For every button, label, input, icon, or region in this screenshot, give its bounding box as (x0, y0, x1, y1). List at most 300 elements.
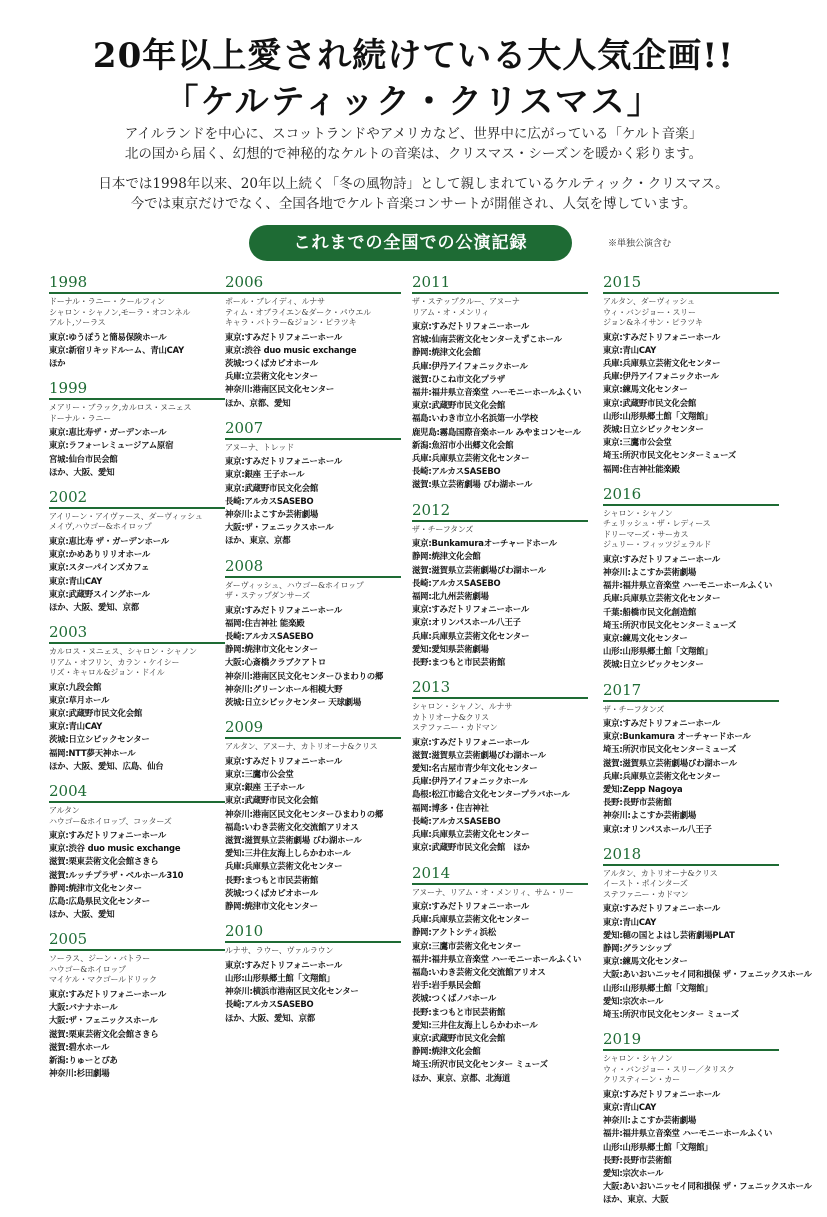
venue-line: 福島:いわき市立小名浜第一小学校 (412, 413, 538, 424)
venue-line: 東京:すみだトリフォニーホール (225, 604, 343, 615)
venue-line: 大阪:バナナホール (49, 1002, 118, 1013)
records-column-4 (603, 273, 812, 1217)
artist-line: カルロス・ヌニェス、シャロン・シャノン (49, 647, 197, 657)
venue-line: 兵庫:兵庫県立芸術文化センター (412, 453, 530, 464)
artist-line: ハウゴー&ホイロップ、コッターズ (49, 816, 172, 826)
venue-line: 山形:山形県郷土館「文翔館」 (603, 1141, 713, 1152)
year-heading: 2002 (49, 487, 88, 506)
venue-line: 東京:新宿リキッドルーム、青山CAY (49, 344, 184, 355)
venue-line: 長崎:アルカスSASEBO (412, 815, 501, 826)
venue-line: 東京:恵比寿ザ・ガーデンホール (49, 427, 167, 438)
venue-line: 東京:すみだトリフォニーホール (412, 321, 530, 331)
year-divider (225, 941, 401, 943)
venue-line: 東京:すみだトリフォニーホール (603, 1088, 721, 1099)
venue-line: 長野:長野市芸術館 (603, 797, 672, 808)
intro-line: 今では東京だけでなく、全国各地でケルト音楽コンサートが開催され、人気を博しています。 (130, 196, 697, 212)
artist-line: アルタン、アヌーナ、カトリオーナ&クリス (225, 742, 378, 752)
venue-line: 長野:まつもと市民芸術館 (412, 1006, 506, 1017)
artist-list (225, 581, 403, 602)
venue-line: 福岡:NTT夢天神ホール (49, 747, 136, 758)
venue-line: 長崎:アルカスSASEBO (412, 466, 501, 477)
venue-line: 東京:青山CAY (603, 344, 657, 355)
venue-line: 兵庫:兵庫県立芸術文化センター (225, 861, 343, 872)
artist-list (603, 1054, 781, 1086)
artist-list (412, 525, 590, 536)
venue-line: 大阪:心斎橋クラブクアトロ (225, 657, 326, 668)
artist-line: クリスティーン・カー (603, 1075, 680, 1085)
year-block (603, 1030, 812, 1206)
venue-line: 東京:すみだトリフォニーホール (412, 604, 530, 615)
artist-list (225, 742, 403, 753)
year-heading: 2015 (603, 273, 642, 291)
year-block (49, 274, 227, 370)
venue-line: 神奈川:横浜市港南区民文化センター (225, 986, 359, 997)
venue-line: 滋賀:滋賀県立芸術劇場びわ湖ホール (603, 757, 737, 768)
artist-line: メアリー・ブラック,カルロス・ヌニェス (49, 403, 192, 413)
artist-line: ウィ・バンジョー・スリー (603, 307, 696, 317)
venue-line: 東京:オリンパスホール八王子 (412, 617, 521, 628)
venue-line: 東京:練馬文化センター (603, 956, 688, 967)
artist-list (603, 705, 781, 716)
venue-line: 島根:松江市総合文化センタープラバホール (412, 789, 570, 800)
venue-line: 東京:すみだトリフォニーホール (225, 331, 343, 342)
artist-line: アヌーナ、トレッド (225, 442, 294, 452)
venue-line: 滋賀:県立芸術劇場 びわ湖ホール (412, 479, 533, 490)
venue-line: 東京:かめありリリオホール (49, 549, 150, 560)
year-heading: 2014 (412, 863, 451, 882)
venue-line: 長崎:アルカスSASEBO (412, 577, 501, 588)
artist-line: ティム・オブライエン&ダーク・パウエル (225, 307, 371, 317)
year-block (49, 380, 227, 479)
venue-line: 滋賀:ルッチプラザ・ベルホール310 (49, 869, 184, 880)
venue-line: 茨城:日立シビックセンター 天球劇場 (225, 697, 361, 708)
venue-line: 愛知:穂の国とよはし芸術劇場PLAT (603, 929, 735, 940)
intro-paragraph-2 (0, 174, 827, 214)
artist-line: ハウゴー&ホイロップ (49, 964, 126, 974)
venue-line: 埼玉:所沢市民文化センター ミューズ (603, 1009, 739, 1020)
venue-line: 東京:すみだトリフォニーホール (49, 830, 167, 841)
artist-line: キャラ・バトラー&ジョン・ピラツキ (225, 318, 357, 327)
year-block (603, 486, 781, 672)
artist-line: ステファニー・カドマン (412, 723, 498, 733)
venue-line: ほか、東京、大阪 (603, 1194, 669, 1205)
artist-list (412, 888, 590, 899)
venue-line: ほか、東京、京都 (225, 535, 291, 546)
artist-line: イースト・ポインターズ (603, 879, 688, 889)
artist-line: ポール・ブレイディ、ルナサ (225, 297, 325, 306)
venue-line: 東京:銀座 王子ホール (225, 469, 305, 480)
artist-line: アルト,ソーラス (49, 318, 106, 327)
venue-line: 茨城:日立シビックセンター (49, 734, 150, 745)
venue-line: 東京:青山CAY (49, 721, 103, 732)
venue-line: 兵庫:伊丹アイフォニックホール (412, 776, 528, 787)
venue-line: 東京:武蔵野市民文化会館 (225, 795, 319, 806)
section-banner: これまでの全国での公演記録 (249, 225, 572, 261)
year-divider (603, 504, 779, 506)
venue-line: 大阪:あいおいニッセイ同和損保 ザ・フェニックスホール (603, 1181, 812, 1192)
year-heading: 2006 (225, 273, 264, 291)
venue-line: 東京:すみだトリフォニーホール (603, 903, 721, 914)
artist-line: アイリーン・アイヴァース、ダーヴィッシュ (49, 511, 203, 521)
venue-line: 愛知:愛知県芸術劇場 (412, 643, 489, 654)
venue-line: 滋賀:ひこね市文化プラザ (412, 373, 506, 384)
venue-line: ほか、東京、京都、北海道 (412, 1072, 511, 1083)
venue-line: 東京:渋谷 duo music exchange (49, 843, 181, 854)
year-heading: 2005 (49, 930, 88, 949)
year-divider (225, 576, 401, 578)
artist-list (49, 954, 227, 986)
venue-line: 長崎:アルカスSASEBO (225, 999, 314, 1010)
venue-line: ほか、大阪、愛知 (49, 466, 115, 477)
artist-line: アルタン (49, 806, 80, 816)
year-block (603, 682, 781, 836)
artist-list (603, 509, 781, 551)
venue-line: 東京:すみだトリフォニーホール (603, 718, 721, 729)
year-divider (412, 697, 588, 699)
venue-line: 東京:恵比寿 ザ・ガーデンホール (49, 535, 169, 546)
venue-line: 兵庫:兵庫県立芸術文化センター (603, 357, 721, 368)
intro-line: 北の国から届く、幻想的で神秘的なケルトの音楽は、クリスマス・シーズンを暖かく彩ります。 (124, 146, 703, 162)
artist-line: ドーナル・ラニー・クールフィン (49, 297, 165, 306)
venue-line: 東京:武蔵野スイングホール (49, 588, 150, 599)
venue-line: 福島:いわき芸術文化交流館アリオス (225, 821, 359, 832)
year-divider (412, 883, 588, 885)
venue-line: 福岡:北九州芸術劇場 (412, 590, 489, 601)
year-block (225, 558, 403, 710)
venue-line: 兵庫:兵庫県立芸術文化センター (603, 593, 721, 604)
venue-line: 東京:Bunkamuraオーチャードホール (412, 538, 557, 549)
venue-line: 神奈川:グリーンホール相模大野 (225, 683, 343, 694)
venue-line: 神奈川:よこすか芸術劇場 (603, 810, 697, 821)
venue-line: 東京:青山CAY (603, 916, 657, 927)
artist-list (49, 806, 227, 827)
year-divider (603, 292, 779, 294)
artist-list (603, 297, 781, 329)
artist-line: ステファニー・カドマン (603, 889, 689, 899)
venue-line: 東京:すみだトリフォニーホール (225, 456, 343, 467)
artist-line: ザ・チーフタンズ (412, 524, 474, 534)
venue-line: 東京:練馬文化センター (603, 632, 688, 643)
venue-line: ほか、大阪、愛知 (49, 909, 115, 920)
year-divider (412, 292, 588, 294)
venue-line: 愛知:名古屋市青少年文化センター (412, 763, 538, 774)
venue-line: 東京:三鷹市公会堂 (225, 768, 294, 779)
page-title-line2: 「ケルティック・クリスマス」 (164, 82, 663, 122)
venue-line: 東京:すみだトリフォニーホール (225, 959, 343, 970)
venue-line: 茨城:つくばカピオホール (225, 357, 318, 368)
venue-line: ほか、大阪、愛知、京都 (225, 1012, 315, 1023)
venue-line: 静岡:焼津市文化センター (49, 882, 142, 893)
artist-line: ウィ・バンジョー・スリー／タリスク (603, 1064, 735, 1074)
venue-line: 岩手:岩手県民会館 (412, 980, 481, 991)
year-divider (603, 864, 779, 866)
venue-line: 神奈川:よこすか芸術劇場 (603, 566, 697, 577)
artist-line: リアム・オフリン、カラン・ケイシー (49, 657, 180, 667)
venue-line: 東京:練馬文化センター (603, 384, 688, 395)
venue-line: 兵庫:伊丹アイフォニックホール (412, 360, 528, 371)
venue-line: 東京:武蔵野市民文化会館 (412, 1033, 506, 1044)
venue-line: 滋賀:滋賀県立芸術劇場びわ湖ホール (412, 749, 546, 760)
venue-line: 兵庫:兵庫県立芸術文化センター (412, 914, 530, 925)
venue-line: 兵庫:立芸術文化センター (225, 371, 318, 382)
venue-line: 静岡:焼津市文化センター (225, 901, 318, 911)
venue-line: 福島:いわき芸術文化交流館アリオス (412, 967, 546, 978)
venue-line: 東京:ラフォーレミュージアム原宿 (49, 440, 174, 451)
venue-line: 宮城:仙南芸術文化センターえずこホール (412, 334, 562, 345)
artist-list (225, 297, 403, 329)
artist-list (49, 647, 227, 679)
venue-line: 東京:武蔵野市民文化会館 (412, 400, 506, 411)
year-heading: 2017 (603, 680, 642, 699)
year-block (225, 420, 403, 548)
venue-line: 神奈川:港南区民文化センターひまわりの郷 (225, 808, 384, 819)
artist-line: アヌーナ、リアム・オ・メンリィ、サム・リー (412, 887, 574, 897)
venue-line: 長野:長野市芸術館 (603, 1154, 672, 1165)
venue-line: 茨城:日立シビックセンター (603, 659, 704, 670)
venue-line: 茨城:つくばカピオホール (225, 887, 318, 898)
venue-line: 大阪:あいおいニッセイ同和損保 ザ・フェニックスホール (603, 969, 812, 980)
venue-line: 東京:すみだトリフォニーホール (49, 988, 167, 999)
year-divider (49, 801, 225, 803)
page-title-line1: 20年以上愛され続けている大人気企画!! (92, 36, 735, 76)
artist-line: ジョン&ネイサン・ピラツキ (603, 318, 703, 327)
venue-line: 福井:福井県立音楽堂 ハーモニーホールふくい (412, 387, 582, 398)
venue-line: 長崎:アルカスSASEBO (225, 631, 314, 642)
venue-line: 福井:福井県立音楽堂 ハーモニーホールふくい (603, 580, 773, 591)
venue-line: 兵庫:兵庫県立芸術文化センター (603, 770, 721, 781)
year-divider (49, 398, 225, 400)
venue-line: 新潟:りゅーとぴあ (49, 1055, 118, 1065)
venue-line: 愛知:宗次ホール (603, 995, 664, 1006)
venue-line: 滋賀:滋賀県立芸術劇場 びわ湖ホール (225, 834, 362, 845)
artist-line: シャロン・シャノン (603, 508, 673, 518)
year-divider (412, 520, 588, 522)
year-block (225, 274, 403, 410)
venue-line: 埼玉:所沢市民文化センターミューズ (603, 450, 737, 461)
artist-line: チェリッシュ・ザ・レディース (603, 519, 711, 529)
venue-line: 福岡:住吉神社 能楽殿 (225, 617, 305, 628)
venue-line: 大阪:ザ・フェニックスホール (49, 1015, 158, 1026)
year-heading: 2019 (603, 1030, 642, 1049)
artist-line: ルナサ、ラウー、ヴァルラウン (225, 946, 334, 956)
year-block (49, 783, 227, 921)
venue-line: 滋賀:滋賀県立芸術劇場びわ湖ホール (412, 564, 546, 575)
artist-line: ドリーマーズ・サーカス (603, 529, 689, 539)
artist-line: メイヴ,ハウゴー&ホイロップ (49, 522, 152, 532)
year-heading: 2004 (49, 782, 88, 801)
venue-line: 千葉:船橋市民文化創造館 (603, 606, 697, 617)
venue-line: 東京:三鷹市芸術文化センター (412, 940, 522, 951)
artist-line: アルタン、カトリオーナ&クリス (603, 868, 718, 878)
year-block (412, 502, 590, 670)
year-heading: 2018 (603, 844, 642, 863)
artist-line: ジュリー・フィッツジェラルド (603, 540, 711, 550)
artist-line: ドーナル・ラニー (49, 413, 111, 423)
venue-line: 静岡:焼津文化会館 (412, 347, 481, 358)
venue-line: 東京:武蔵野市民文化会館 (225, 482, 319, 493)
venue-line: 福岡:博多・住吉神社 (412, 802, 489, 813)
venue-line: 東京:すみだトリフォニーホール (412, 901, 530, 911)
venue-line: 東京:武蔵野市民文化会館 (603, 397, 697, 408)
venue-line: 茨城:日立シビックセンター (603, 423, 704, 434)
venue-line: 神奈川:港南区民文化センターひまわりの郷 (225, 670, 384, 681)
artist-line: マイケル・マクゴールドリック (49, 975, 157, 985)
year-heading: 2008 (225, 556, 264, 575)
year-divider (603, 1049, 779, 1051)
artist-list (225, 946, 403, 957)
venue-line: 大阪:ザ・フェニックスホール (225, 522, 334, 533)
year-block (603, 844, 812, 1021)
venue-line: 東京:青山CAY (603, 1101, 657, 1112)
year-heading: 1998 (49, 273, 88, 291)
venue-line: 福井:福井県立音楽堂 ハーモニーホールふくい (412, 953, 582, 964)
venue-line: 神奈川:よこすか芸術劇場 (225, 509, 319, 520)
venue-line: 鹿児島:霧島国際音楽ホール みやまコンセール (412, 426, 581, 437)
venue-line: 東京:Bunkamura オーチャードホール (603, 731, 751, 742)
artist-line: リアム・オ・メンリィ (412, 307, 490, 317)
year-divider (225, 292, 401, 294)
records-column-3 (412, 274, 590, 1095)
intro-paragraph-1 (0, 124, 827, 164)
venue-line: 愛知:三井住友海上しらかわホール (412, 1019, 538, 1030)
artist-line: ザ・ステップクルー、アヌーナ (412, 297, 520, 306)
venue-line: 東京:すみだトリフォニーホール (412, 736, 530, 747)
year-divider (49, 292, 225, 294)
venue-line: 東京:すみだトリフォニーホール (225, 755, 343, 766)
year-block (603, 274, 781, 476)
artist-list (603, 869, 781, 901)
year-heading: 2013 (412, 678, 451, 697)
venue-line: 兵庫:伊丹アイフォニックホール (603, 371, 719, 382)
year-block (49, 931, 227, 1080)
artist-list (49, 297, 227, 329)
venue-line: 東京:武蔵野市民文化会館 (49, 708, 143, 719)
year-divider (225, 438, 401, 440)
year-heading: 2010 (225, 922, 264, 941)
year-block (49, 489, 227, 614)
artist-line: シャロン・シャノン (603, 1054, 673, 1064)
venue-line: 東京:すみだトリフォニーホール (603, 331, 721, 342)
venue-line: 福井:福井県立音楽堂 ハーモニーホールふくい (603, 1128, 773, 1139)
venue-line: 山形:山形県郷土館「文翔館」 (603, 410, 713, 421)
year-divider (49, 507, 225, 509)
artist-line: シャロン・シャノン、ルナサ (412, 702, 513, 712)
venue-line: 東京:スターパインズカフェ (49, 562, 150, 573)
venue-line: ほか (49, 357, 66, 368)
venue-line: 東京:渋谷 duo music exchange (225, 344, 357, 355)
year-heading: 2009 (225, 718, 264, 737)
venue-line: 東京:すみだトリフォニーホール (603, 553, 721, 564)
artist-line: シャロン・シャノン,モーラ・オコンネル (49, 307, 191, 317)
venue-line: 静岡:アクトシティ浜松 (412, 927, 496, 938)
year-heading: 2003 (49, 623, 88, 642)
venue-line: 兵庫:兵庫県立芸術文化センター (412, 829, 530, 840)
artist-list (225, 443, 403, 454)
venue-line: 神奈川:杉田劇場 (49, 1068, 110, 1079)
intro-line: 日本では1998年以来、20年以上続く「冬の風物詩」として親しまれているケルティック・クリスマス。 (98, 176, 729, 192)
artist-list (49, 403, 227, 424)
year-divider (603, 700, 779, 702)
venue-line: 静岡:焼津市文化センター (225, 644, 318, 655)
venue-line: 滋賀:栗東芸術文化会館さきら (49, 1028, 159, 1039)
venue-line: ほか、京都、愛知 (225, 397, 291, 408)
venue-line: 新潟:魚沼市小出郷文化会館 (412, 439, 514, 450)
year-divider (225, 737, 401, 739)
venue-line: 静岡:焼津文化会館 (412, 551, 481, 562)
artist-line: ソーラス、ジーン・バトラー (49, 954, 151, 964)
venue-line: 東京:三鷹市公会堂 (603, 437, 672, 448)
venue-line: 神奈川:よこすか芸術劇場 (603, 1115, 697, 1126)
venue-line: 静岡:グランシップ (603, 943, 672, 953)
artist-line: ダーヴィッシュ、ハウゴー&ホイロップ (225, 580, 364, 590)
artist-line: ザ・ステップダンサーズ (225, 591, 310, 601)
venue-line: 兵庫:兵庫県立芸術文化センター (412, 630, 530, 641)
artist-list (412, 702, 590, 734)
venue-line: 東京:青山CAY (49, 575, 103, 586)
venue-line: 長野:まつもと市民芸術館 (225, 874, 319, 885)
venue-line: 静岡:焼津文化会館 (412, 1046, 481, 1057)
year-block (412, 865, 590, 1085)
year-heading: 2016 (603, 484, 642, 503)
venue-line: 神奈川:港南区民文化センター (225, 384, 335, 395)
year-block (49, 624, 227, 773)
year-heading: 2011 (412, 273, 451, 291)
year-block (412, 274, 590, 492)
venue-line: 埼玉:所沢市民文化センターミューズ (603, 619, 737, 630)
year-divider (49, 642, 225, 644)
records-column-1 (49, 274, 227, 1090)
artist-list (412, 297, 590, 318)
venue-line: ほか、大阪、愛知、京都 (49, 601, 139, 612)
artist-line: カトリオーナ&クリス (412, 712, 489, 722)
venue-line: 愛知:Zepp Nagoya (603, 784, 683, 795)
venue-line: 山形:山形県郷土館「文翔館」 (225, 972, 335, 983)
venue-line: 茨城:つくばノバホール (412, 993, 497, 1004)
venue-line: ほか、大阪、愛知、広島、仙台 (49, 760, 164, 771)
venue-line: 東京:オリンパスホール八王子 (603, 823, 712, 834)
year-divider (49, 949, 225, 951)
venue-line: 東京:ゆうぽうと簡易保険ホール (49, 331, 167, 342)
year-block (225, 719, 403, 913)
venue-line: 愛知:宗次ホール (603, 1167, 664, 1178)
year-block (225, 923, 403, 1025)
venue-line: 愛知:三井住友海上しらかわホール (225, 848, 351, 859)
venue-line: 東京:銀座 王子ホール (225, 782, 305, 793)
year-heading: 2012 (412, 500, 451, 519)
intro-line: アイルランドを中心に、スコットランドやアメリカなど、世界中に広がっている「ケルト音楽」 (124, 126, 703, 142)
venue-line: 長崎:アルカスSASEBO (225, 495, 314, 506)
venue-line: 東京:武蔵野市民文化会館 ほか (412, 842, 530, 853)
records-column-2 (225, 274, 403, 1035)
venue-line: 山形:山形県郷土館「文翔館」 (603, 646, 713, 657)
solo-performance-note: ※単独公演含む (608, 239, 672, 249)
artist-line: リズ・キャロル&ジョン・ドイル (49, 668, 165, 678)
venue-line: 山形:山形県郷土館「文翔館」 (603, 982, 713, 993)
venue-line: 福岡:住吉神社能楽殿 (603, 463, 680, 474)
year-block (412, 679, 590, 854)
venue-line: 滋賀:碧水ホール (49, 1041, 110, 1052)
artist-list (49, 512, 227, 533)
venue-line: 広島:広島県民文化センター (49, 896, 150, 907)
venue-line: 滋賀:栗東芸術文化会館さきら (49, 856, 159, 867)
venue-line: 長野:まつもと市民芸術館 (412, 656, 506, 667)
artist-line: ザ・チーフタンズ (603, 704, 665, 714)
venue-line: 東京:九段会館 (49, 681, 102, 692)
venue-line: 埼玉:所沢市民文化センター ミューズ (412, 1059, 548, 1070)
year-heading: 1999 (49, 379, 88, 398)
venue-line: 東京:草月ホール (49, 694, 110, 705)
venue-line: 埼玉:所沢市民文化センターミューズ (603, 744, 737, 755)
